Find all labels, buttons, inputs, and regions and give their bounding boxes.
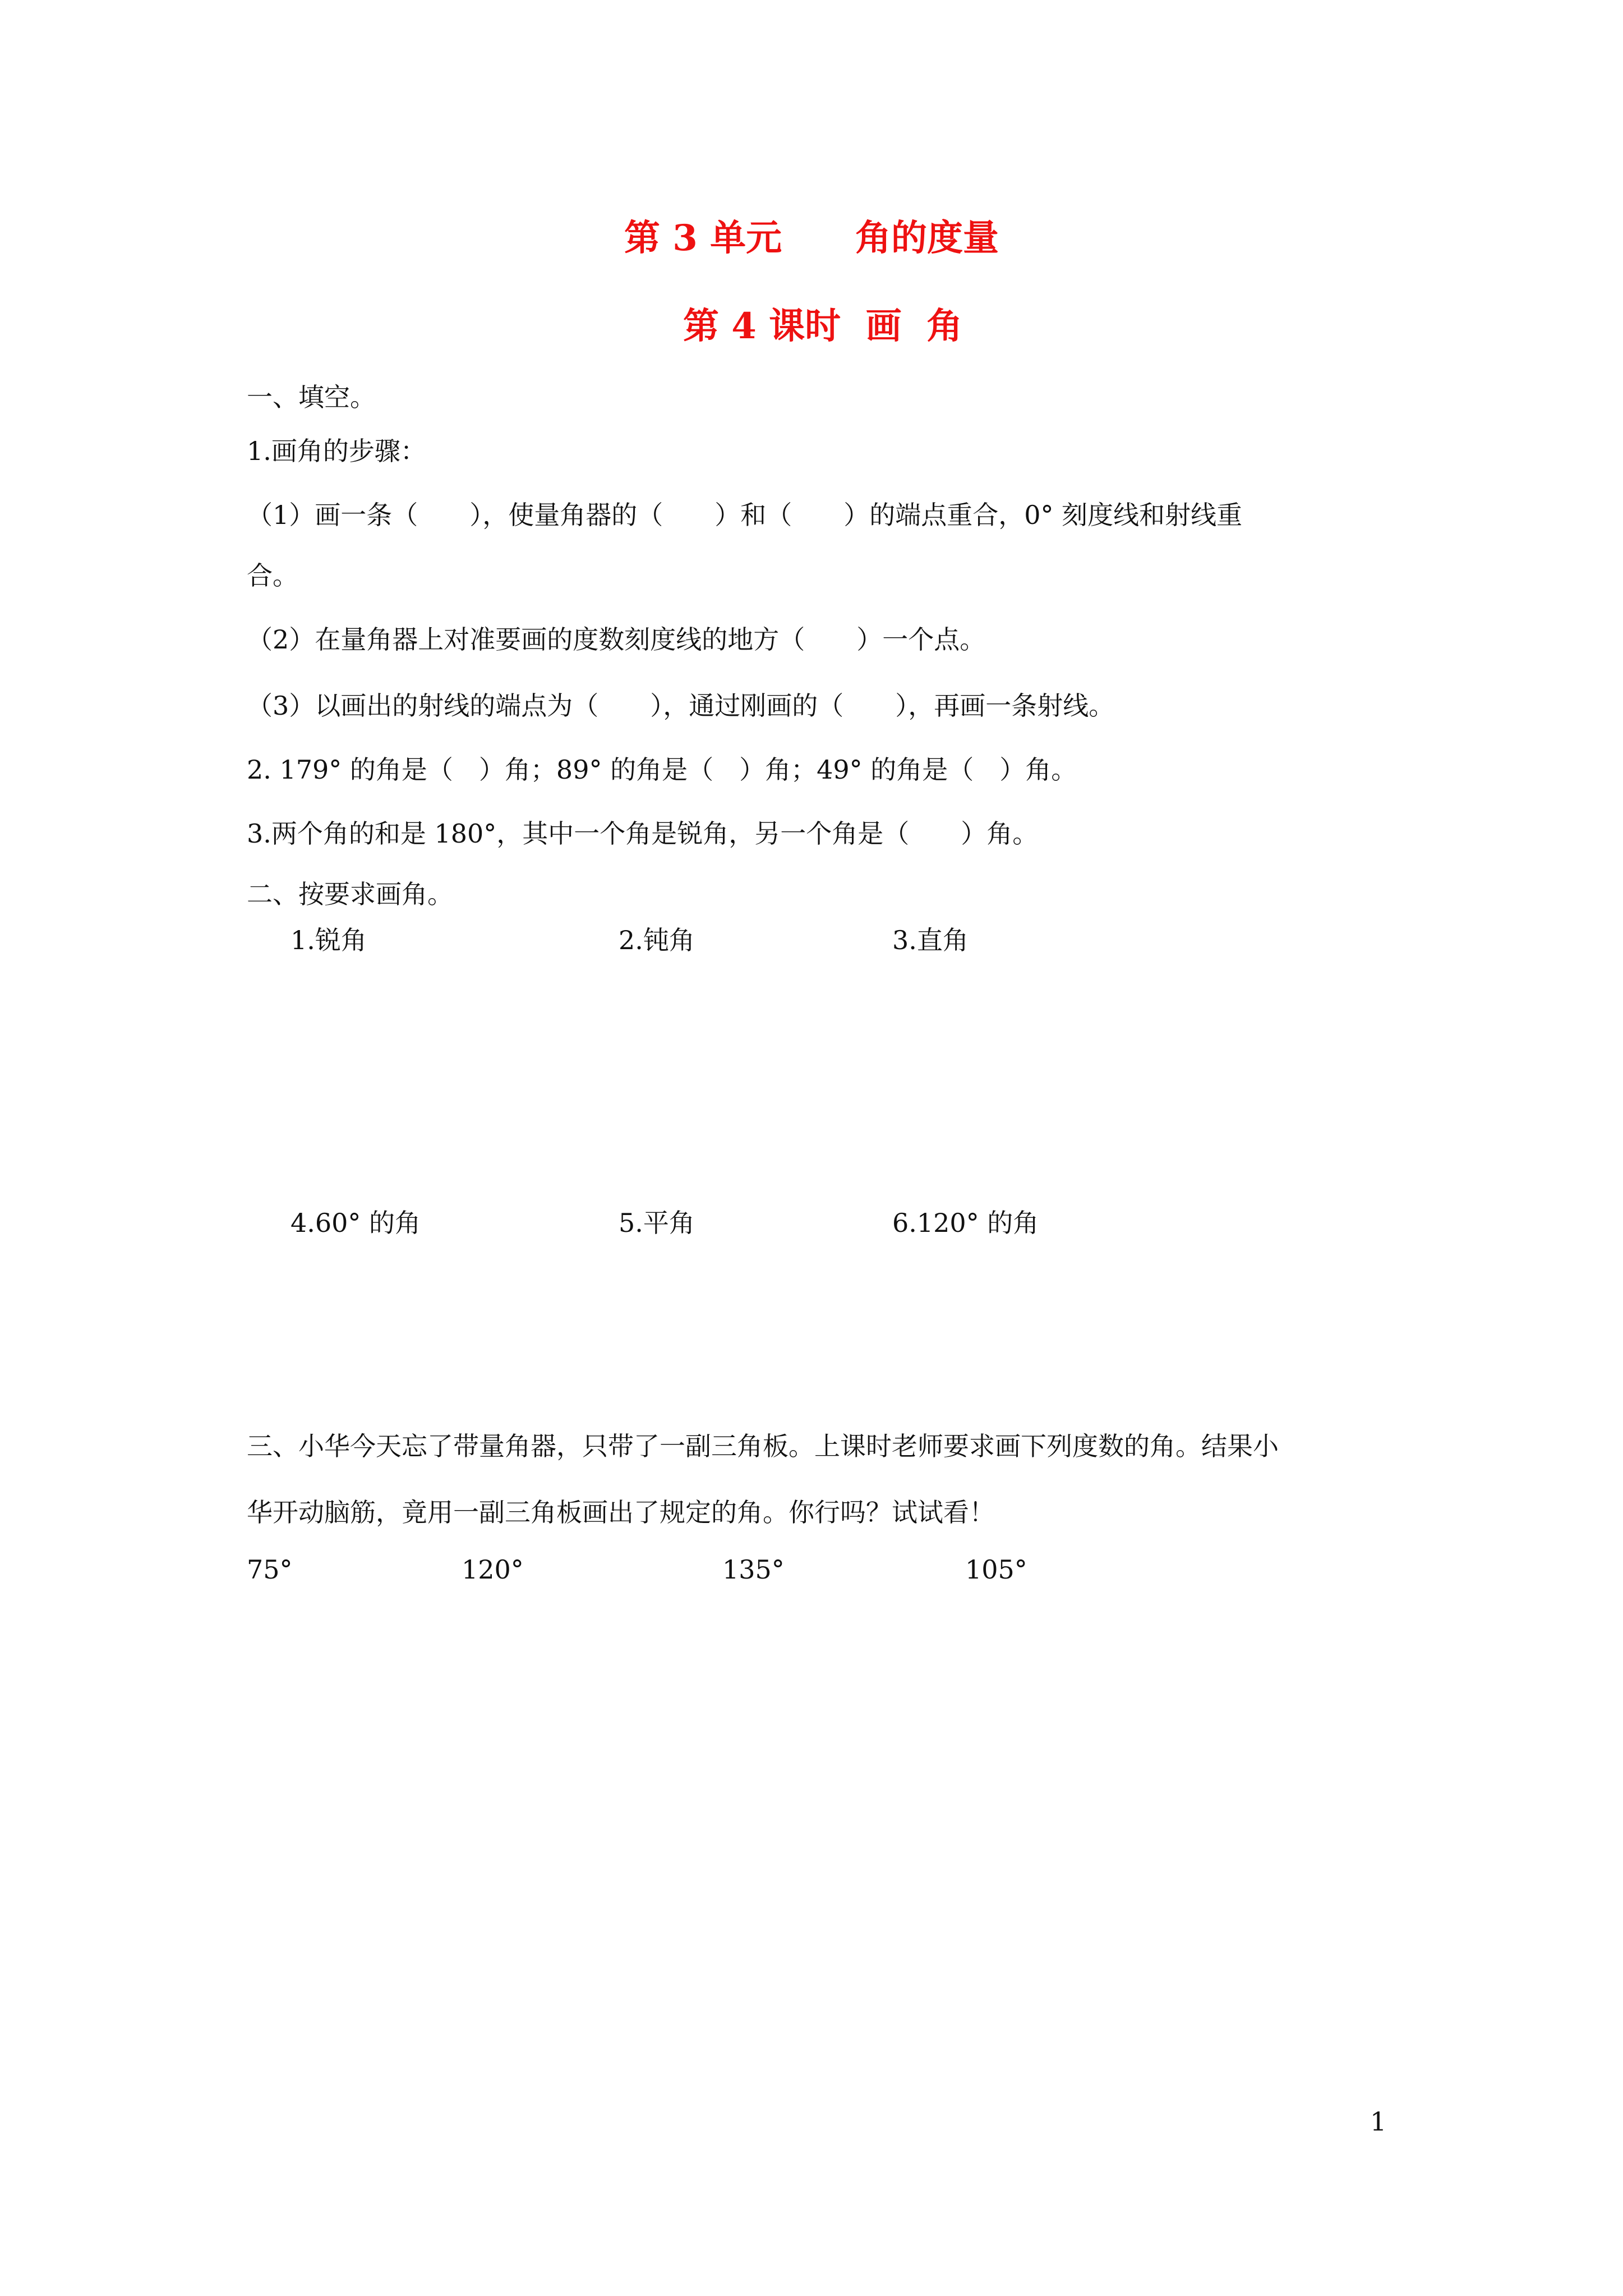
q1-step2: （2）在量角器上对准要画的度数刻度线的地方（ ）一个点。 — [247, 624, 986, 655]
draw-item-obtuse: 2.钝角 — [619, 925, 695, 955]
draw-item-right: 3.直角 — [892, 925, 969, 955]
angle-135: 135° — [722, 1554, 785, 1585]
q1-step1-line2: 合。 — [247, 560, 298, 591]
lesson-title: 第 4 课时 画 角 — [683, 305, 963, 347]
angle-75: 75° — [247, 1554, 293, 1585]
q1-step3: （3）以画出的射线的端点为（ ），通过刚画的（ ），再画一条射线。 — [247, 691, 1115, 721]
q1-title: 1.画角的步骤： — [247, 436, 426, 466]
section1-heading: 一、填空。 — [247, 382, 376, 412]
section3-line1: 三、小华今天忘了带量角器，只带了一副三角板。上课时老师要求画下列度数的角。结果小 — [247, 1431, 1279, 1461]
section3-line2: 华开动脑筋，竟用一副三角板画出了规定的角。你行吗？试试看！ — [247, 1497, 995, 1527]
page-number: 1 — [1370, 2106, 1387, 2137]
q3: 3.两个角的和是 180°，其中一个角是锐角，另一个角是（ ）角。 — [247, 818, 1039, 849]
draw-item-straight: 5.平角 — [619, 1208, 695, 1238]
q2: 2. 179° 的角是（ ）角；89° 的角是（ ）角；49° 的角是（ ）角。 — [247, 754, 1077, 785]
section2-heading: 二、按要求画角。 — [247, 879, 453, 909]
angle-105: 105° — [965, 1554, 1027, 1585]
unit-title: 第 3 单元 — [624, 217, 782, 259]
draw-item-120: 6.120° 的角 — [892, 1208, 1039, 1238]
draw-item-60: 4.60° 的角 — [291, 1208, 421, 1238]
angle-120: 120° — [462, 1554, 524, 1585]
draw-item-acute: 1.锐角 — [291, 925, 367, 955]
q1-step1-line1: （1）画一条（ ），使量角器的（ ）和（ ）的端点重合，0° 刻度线和射线重 — [247, 500, 1243, 530]
unit-name: 角的度量 — [855, 217, 999, 259]
